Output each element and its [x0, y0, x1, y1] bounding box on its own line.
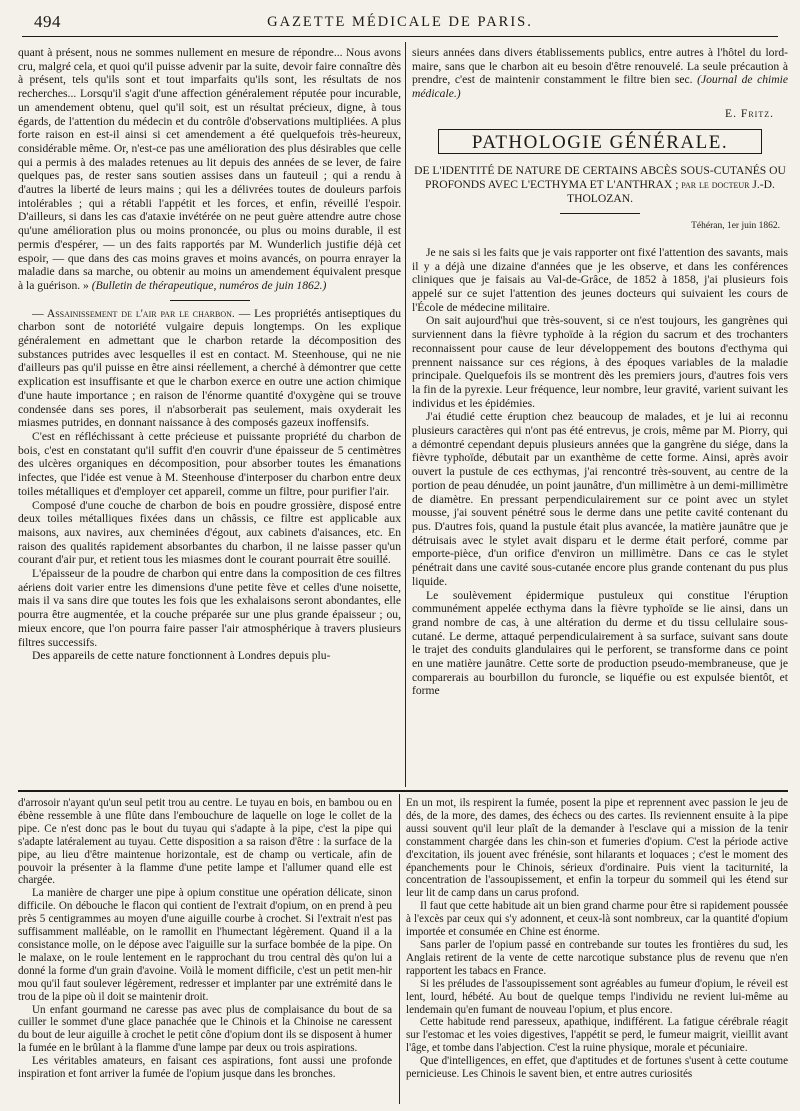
paragraph: Le soulèvement épidermique pustuleux qui constitue l'éruption communément appelée ecthyma dans la fièvre typhoïde se lie ainsi, dans un grand nombre de cas, à une altération du derme et du tissu cellulaire sous-cutané. Le derme, attaqué perpendiculairement à sa surface, suivant sans doute le trajet des conduits glandulaires qui le perforent, se transforme dans ce point en une matière jaunâtre. Cette sorte de production pseudo-membraneuse, que je comparerais au bourbillon du furoncle, se liquéfie ou est expulsée bientôt, et forme [412, 588, 788, 698]
paragraph: Que d'intelligences, en effet, que d'aptitudes et de fortunes s'usent à cette coutume pernicieuse. Les Chinois le savent bien, et entre autres curiosités [406, 1055, 788, 1081]
author-signature: E. Fritz. [725, 106, 774, 120]
horizontal-divider [18, 790, 788, 792]
paragraph-text: sieurs années dans divers établissements publics, entre autres à l'hôtel du lord-maire, sans que le charbon ait eu besoin d'être renouvelé. La seule précaution à prendre, c'est de maintenir constamment le filtre bien sec. [412, 46, 788, 87]
paragraph: Je ne sais si les faits que je vais rapporter ont fixé l'attention des savants, mais il y a déjà une dizaine d'années que je les observe, et dans les conférences cliniques que je faisais au Val-de-Grâce, de 1852 à 1858, j'ai plusieurs fois appelé sur ce sujet l'attention des jeunes docteurs qui suivaient les cours de l'École de médecine militaire. [412, 245, 788, 314]
section-heading: PATHOLOGIE GÉNÉRALE. [438, 129, 762, 155]
paragraph: Des appareils de cette nature fonctionnent à Londres depuis plu- [32, 649, 331, 663]
paragraph: J'ai étudié cette éruption chez beaucoup de malades, et je lui ai reconnu plusieurs caractères qui n'ont pas été entrevus, je crois, même par M. Piorry, qui a démontré cependant depuis plusieurs années que la gangrène du siége, dans la fièvre typhoïde, débutait par un exanthème de cette forme. Ainsi, après avoir ouvert la pustule de ces ecthymas, j'ai rencontré très-souvent, au centre de la portion de peau dénudée, un point jaunâtre, d'un millimètre à un demi-millimètre de diamètre. En pressant perpendiculairement sur ce point avec un stylet mousse, j'ai souvent pénétré sous le derme dans une petite cavité contenant du pus. D'autres fois, quand la pustule était plus avancée, la matière jaunâtre que je détruisais avec le stylet avait disparu et le derme était perforé, comme par emporte-pièce, d'un orifice d'environ un millimètre. Dans ce cas le stylet pénétrait dans une cavité sous-cutanée encore plus grande contenant du pus plus liquide. [412, 410, 788, 588]
page-header [22, 8, 778, 37]
column-top-right [412, 46, 788, 786]
column-divider [399, 794, 400, 1104]
separator-rule [170, 300, 250, 301]
separator-rule [560, 213, 640, 214]
paragraph [18, 46, 401, 293]
article-dateline: Téhéran, 1er juin 1862. [691, 221, 780, 232]
paragraph [412, 46, 788, 101]
paragraph: d'arrosoir n'ayant qu'un seul petit trou au centre. Le tuyau en bois, en bambou ou en ébène ressemble à une flûte dans l'embouchure de laquelle on loge le collet de la pipe. Ce n'est donc pas le bout du tuyau qui s'adapte à la pipe, c'est la pipe qui s'adapte latéralement au tuyau. Cette disposition a sa raison d'être : la surface de la pipe, au lieu d'être maintenue horizontale, est de champ ou verticale, afin de pouvoir la présenter à la flamme d'une petite lampe et l'allumer quand elle est chargée. [18, 797, 392, 887]
source-citation: (Journal de chimie médicale.) [412, 73, 788, 101]
paragraph [18, 307, 401, 430]
paragraph: Il faut que cette habitude ait un bien grand charme pour être si rapidement poussée à l'excès par ceux qui s'y adonnent, et ceux-là sont nombreux, car la quantité d'opium importée et consumée en Chine est énorme. [406, 900, 788, 939]
paragraph: C'est en réfléchissant à cette précieuse et puissante propriété du charbon de bois, c'est en constatant qu'il suffit d'en couvrir d'une épaisseur de 5 centimètres des ulcères organiques en décomposition, pour absorber toutes les émanations infectes, que l'idée est venue à M. Steenhouse d'interposer du charbon entre deux toiles métalliques et d'employer cet appareil, comme un filtre, pour purifier l'air. [18, 429, 401, 498]
paragraph: Composé d'une couche de charbon de bois en poudre grossière, disposé entre deux toiles métalliques fixées dans un châssis, ce filtre est applicable aux maisons, aux navires, aux cheminées d'égout, aux cabinets d'aisances, etc. En raison des qualités rapidement absorbantes du charbon, il ne laisse passer qu'un courant d'air pur, et retient tous les miasmes dont le courant pourrait être souillé. [18, 498, 401, 567]
paragraph: La manière de charger une pipe à opium constitue une opération délicate, sinon difficile. On débouche le flacon qui contient de l'extrait d'opium, on en prend à peu près 5 centigrammes au moyen d'une aiguille courbe à crochet. Si l'extrait n'est pas suffisamment malléable, on le ramollit en l'humectant légèrement. Quand il a la consistance molle, on le dépose avec l'aiguille sur la surface bombée de la pipe. On le malaxe, on le roule lentement en le rapprochant du trou central dès qu'on lui a donné la forme d'un grain d'avoine. Voilà le moment difficile, c'est un petit men-hir mou qu'il faut soulever légèrement, redresser et implanter par une extrémité dans le trou de la pipe où il doit se maintenir droit. [18, 887, 392, 1003]
journal-title: GAZETTE MÉDICALE DE PARIS. [267, 14, 533, 30]
paragraph: Les véritables amateurs, en faisant ces aspirations, font aussi une profonde inspiration et font arriver la fumée de l'opium jusque dans les bronches. [18, 1055, 392, 1081]
paragraph: Si les préludes de l'assoupissement sont agréables au fumeur d'opium, le réveil est lent, lourd, hébété. Au bout de quelque temps l'individu ne revient lui-même au lendemain qu'en fumant de nouveau l'opium, et plus encore. [406, 977, 788, 1016]
paragraph: L'épaisseur de la poudre de charbon qui entre dans la composition de ces filtres aériens doit varier entre les dimensions d'une petite fève et celles d'une noisette, mais il va sans dire que toutes les fois que les exhalaisons seront abondantes, elle pourra être augmentée, et la couche préparée sur une plus grande épaisseur ; ou, mieux encore, que l'on pourra faire passer l'air atmosphérique à travers plusieurs filtres successifs. [18, 567, 401, 649]
paragraph: Cette habitude rend paresseux, apathique, indifférent. La fatigue cérébrale réagit sur l'estomac et les voies digestives, l'appétit se perd, le fumeur maigrit, vieillit avant l'âge, et tombe dans l'abjection. C'est la ruine physique, morale et pécuniaire. [406, 1016, 788, 1055]
paragraph: On sait aujourd'hui que très-souvent, si ce n'est toujours, les gangrènes qui surviennent dans la fièvre typhoïde à la région du sacrum et des trochanters reconnaissent pour cause de leur développement des boutons d'ecthyma qui prennent naissance sur ces régions, à des époques variables de la maladie principale. Quelquefois ils se montrent dès les premiers jours, d'autres fois vers la fin de la pyrexie. Leur fréquence, leur nombre, leur gravité, varient suivant les individus et les épidémies. [412, 314, 788, 410]
column-bottom-right [406, 797, 788, 1105]
paragraph: Un enfant gourmand ne caresse pas avec plus de complaisance du bout de sa cuiller le sommet d'une glace panachée que le Chinois et la Chinoise ne caressent du bout de leur aiguille à crochet le petit cône d'opium dont ils se disposent à humer la fumée en le brûlant à la flamme d'une lampe par deux ou trois aspirations. [18, 1003, 392, 1055]
page-number: 494 [34, 12, 61, 31]
article-title: DE L'IDENTITÉ DE NATURE DE CERTAINS ABCÈS SOUS-CUTANÉS OU PROFONDS AVEC L'ECTHYMA ET L'ANTHRAX ; par le docteur J.-D. THOLOZAN. [414, 164, 786, 206]
column-divider [405, 42, 406, 787]
news-item-title: — Assainissement de l'air par le charbon. [32, 306, 235, 320]
paragraph-text: quant à présent, nous ne sommes nullement en mesure de répondre... Nous avons cru, malgré cela, et quoi qu'il puisse advenir par la suite, devoir faire connaître dès à présent, tels qu'ils sont et tout imparfaits qu'ils sont, les résultats de nos recherches... Lorsqu'il s'agit d'une affection généralement réputée pour incurable, un amendement obtenu, quel qu'il soit, est un résultat précieux, digne, à tous égards, de l'attention du médecin et du contrôle d'observations multipliées. A plus forte raison en est-il ainsi si cet amendement a été quelquefois très-heureux, considérable même. Or, n'est-ce pas une amélioration des plus désirables que celle qui a permis à des malades retenues au lit depuis des années de se lever, de faire quelques pas, de rester sans soutien assises dans un fauteuil ; qui a rendu à d'autres la liberté de leurs mains ; qui les a délivrées toutes de douleurs parfois intolérables ; qui a rétabli l'appétit et les forces, et enfin, réveillé l'espoir. D'ailleurs, si dans les cas d'ataxie invétérée on ne peut guère attendre autre chose qu'une amélioration plus ou moins prononcée, ou plus ou moins durable, il est permis d'espérer, — un des faits rapportés par M. Wunderlich justifie déjà cet espoir, — que dans des cas moins graves et moins avancés, on pourra enrayer la maladie dans sa marche, ou obtenir au moins un amendement équivalent presque à la guérison. » [18, 46, 401, 292]
source-citation: (Bulletin de thérapeutique, numéros de juin 1862.) [91, 278, 327, 292]
paragraph-text: — Les propriétés antiseptiques du charbon sont de notoriété vulgaire depuis longtemps. On les explique généralement en admettant que le charbon retarde la décomposition des substances putrides avec lesquelles il est en contact. M. Steenhouse, qui ne nie d'ailleurs pas qu'il puisse en être ainsi réellement, a cherché à démontrer que cette explication est insuffisante et que le charbon exerce en outre une action chimique d'une haute importance ; en raison de l'énorme quantité d'oxygène qui se trouve condensée dans ses pores, il n'absorberait pas seulement, mais oxyderait les miasmes putrides, en donnant naissance à des composés gazeux inoffensifs. [18, 306, 401, 430]
paragraph: Sans parler de l'opium passé en contrebande sur toutes les frontières du sud, les Anglais retirent de la vente de cette narcotique substance plus de revenu que n'en rapportent les tabacs en France. [406, 938, 788, 977]
column-top-left [18, 46, 401, 786]
paragraph: En un mot, ils respirent la fumée, posent la pipe et reprennent avec passion le jeu de dés, de la more, des dames, des échecs ou des cartes. Ils reviennent ensuite à la pipe aussi souvent qu'il leur plaît de la demander à l'esclave qui a mission de la tenir constamment chargée dans les chin-son et fumeries d'opium. C'est la période active d'excitation, ils jouent avec frénésie, sont hilarants et loquaces ; c'est le moment des épanchements pour le Chinois, sérieux d'ordinaire. Puis vient la taciturnité, la concentration de l'assoupissement, et enfin la torpeur du sommeil qui les étend sur leur lit de camp dans un carus profond. [406, 797, 788, 900]
column-bottom-left [18, 797, 392, 1105]
